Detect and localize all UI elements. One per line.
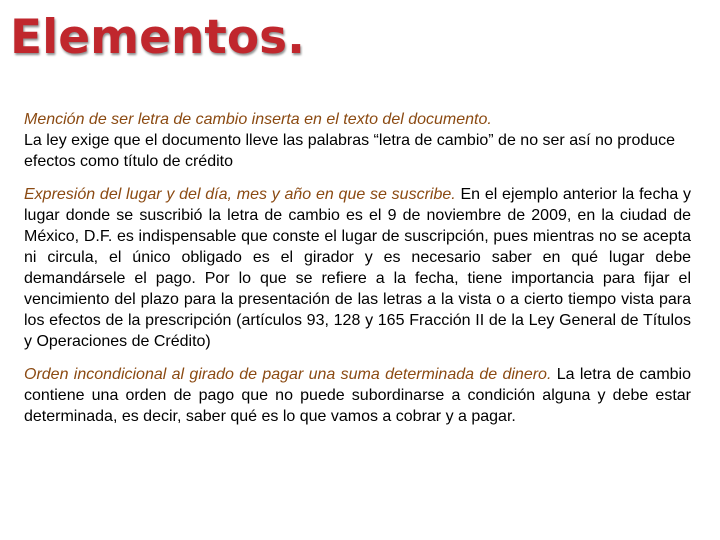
slide-title: Elementos. bbox=[10, 10, 305, 65]
paragraph-body: La ley exige que el documento lleve las palabras “letra de cambio” de no ser así no produce efectos como título de crédito bbox=[24, 132, 676, 170]
slide-content bbox=[24, 109, 691, 439]
paragraph-expresion bbox=[24, 184, 691, 352]
paragraph-orden bbox=[24, 364, 691, 427]
paragraph-body: La letra de cambio contiene una orden de pago que no puede subordinarse a condición alguna y debe estar determinada, es decir, saber qué es lo que vamos a cobrar y a pagar. bbox=[24, 366, 691, 425]
paragraph-mencion bbox=[24, 109, 691, 172]
paragraph-lead: Orden incondicional al girado de pagar una suma determinada de dinero. bbox=[24, 366, 552, 383]
paragraph-lead: Expresión del lugar y del día, mes y año en que se suscribe. bbox=[24, 186, 456, 203]
paragraph-body: En el ejemplo anterior la fecha y lugar donde se suscribió la letra de cambio es el 9 de noviembre de 2009, en la ciudad de México, D.F. es indispensable que conste el lugar de suscripción, pues mientras no se acepta ni circula, el único obligado es el girador y es necesario saber en qué lugar debe demandársele el pago. Por lo que se refiere a la fecha, tiene importancia para fijar el vencimiento del plazo para la presentación de las letras a la vista o a cierto tiempo vista para los efectos de la prescripción (artículos 93, 128 y 165 Fracción II de la Ley General de Títulos y Operaciones de Crédito) bbox=[24, 186, 692, 350]
paragraph-lead: Mención de ser letra de cambio inserta en el texto del documento. bbox=[24, 111, 492, 128]
